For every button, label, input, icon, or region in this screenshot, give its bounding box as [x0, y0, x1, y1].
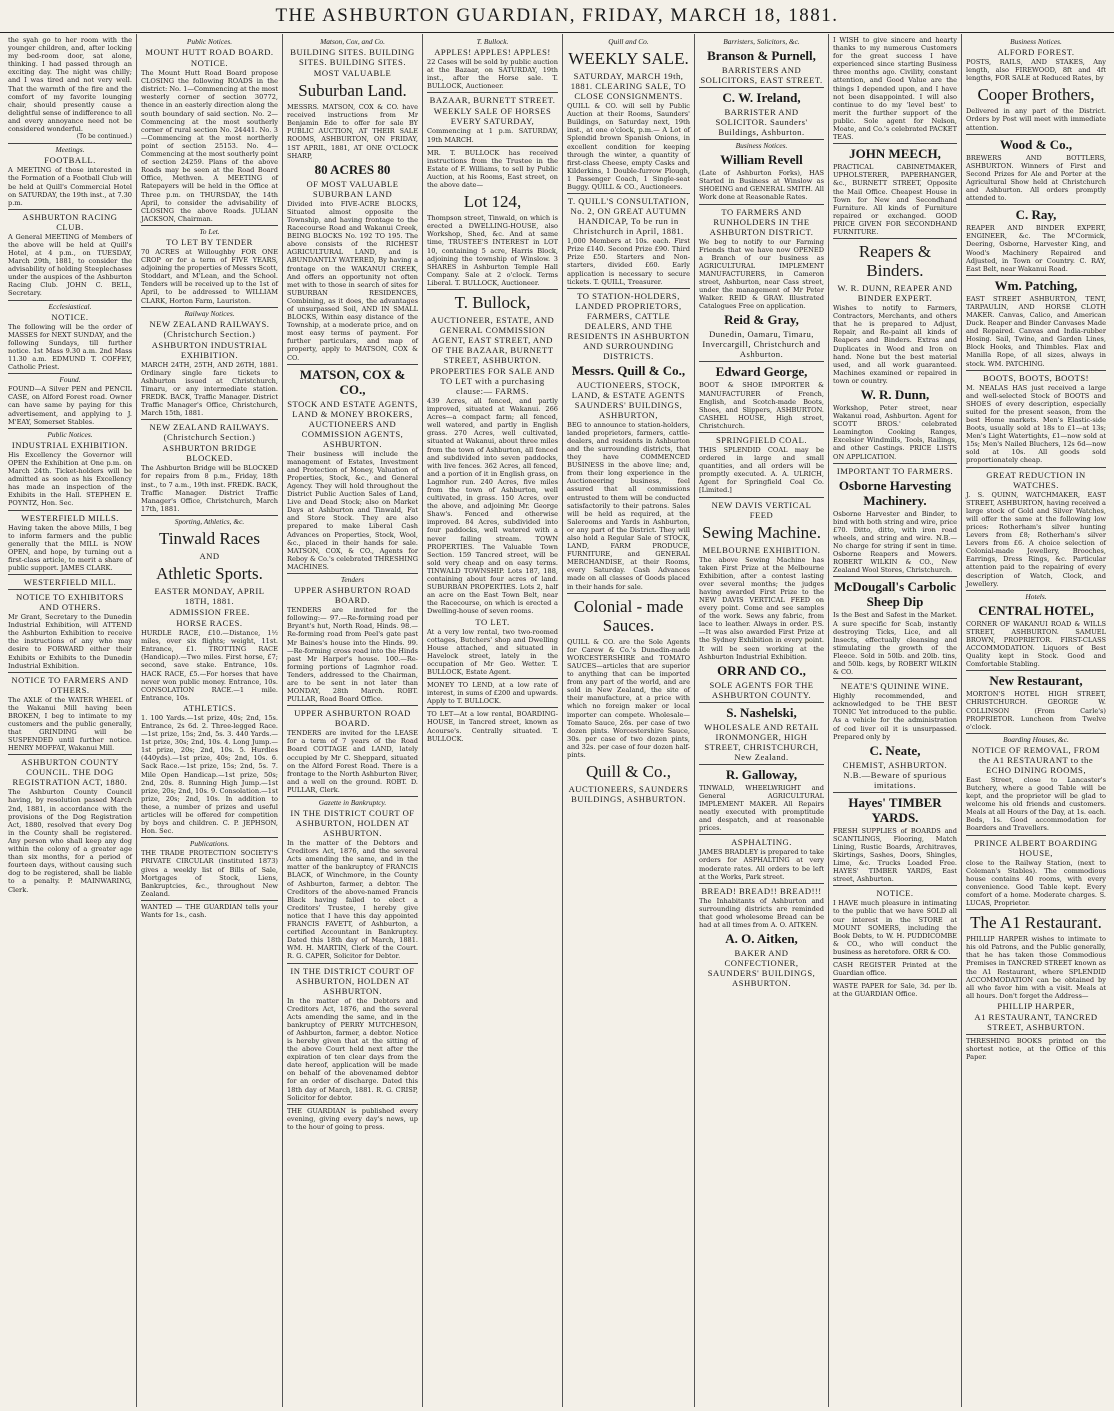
section-hotels: Hotels.: [1025, 591, 1047, 601]
district-court-heading-2: IN THE DISTRICT COURT OF ASHBURTON, HOLDEN AT ASHBURTON.: [290, 965, 415, 996]
tender-heading: TO LET BY TENDER: [166, 236, 253, 247]
properties-body: 439 Acres, all fenced, and partly improved, situated at Wakanui. 266 Acres—a compact farm; all fenced, well watered, and partly in English grass. 270 Acres, well cultivated, situated at Wakanui, about three miles from the town of Ashburton, all fenced and subdivided into seven paddocks, with live fences. 362 Acres, all fenced, and a portion of it in English grass, on Lagmhor run. 240 Acres, five miles from the town of Ashburton, well cultivated, in grass. 150 Acres, over the above, and adjoining Mr. George Shaw's. Fenced and otherwise improved. 84 Acres, subdivided into four paddocks, well watered with a never failing stream. TOWN PROPERTIES. The Valuable Town Section. 159 Tancred street, will be sold very cheap and on easy terms. TINWALD TOWNSHIP. Lots 187, 188, containing about four acres of land. SUBURBAN PROPERTIES. Lots 2, half an acre on the East Town Belt, near the Racecourse, on which is erected a Dwelling-house of seven rooms.: [427, 396, 558, 616]
new-restaurant-body: MORTON'S HOTEL HIGH STREET, CHRISTCHURCH. GEORGE W. COLLINSON (From Carle's) PROPRIETOR. Luncheon from Twelve o'clock.: [966, 690, 1106, 731]
athletics-heading: ATHLETICS.: [183, 702, 236, 713]
hayes-body: FRESH SUPPLIES of BOARDS and SCANTLINGS, Flooring, Match Lining, Rustic Boards, Architraves, Skirtings, Sashes, Doors, Shingles, Lime, &c. Trucks Loaded Free. HAYES' TIMBER YARDS, East street, Ashburton.: [833, 826, 957, 884]
district-court-heading: IN THE DISTRICT COURT OF ASHBURTON, HOLDEN AT ASHBURTON.: [290, 808, 415, 839]
important-farmers-heading: IMPORTANT TO FARMERS.: [836, 465, 954, 476]
boarding-house-to-let: TO LET—At a low rental, BOARDING-HOUSE, in Tancred street, known as Acourse's. Centrally situated. T. BULLOCK.: [427, 710, 558, 743]
column-2: [137, 34, 283, 1407]
tinwald-races-title: Tinwald Races: [159, 529, 260, 549]
alford-forest-body: POSTS, RAILS, AND STAKES, Any length, also FIREWOOD, 8ft and 4ft lengths, FOR SALE at Reduced Rates, by: [966, 58, 1106, 83]
exhibitors-heading: NOTICE TO EXHIBITORS AND OTHERS.: [16, 592, 124, 613]
nashelski-title: S. Nashelski,: [726, 704, 797, 720]
melbourne-heading: MELBOURNE EXHIBITION.: [702, 544, 821, 555]
ireland-subtitle: BARRISTER AND SOLICITOR. Saunders' Buildings, Ashburton.: [715, 107, 808, 138]
section-business: Business Notices.: [1010, 37, 1062, 46]
ashburton-exhibition-body: MARCH 24TH, 25TH, AND 26TH, 1881. Ordinary single fare tickets to Ashburton issued at Christchurch, Timaru, or any intermediate station. FREDK. BACK, Traffic Manager. District Traffic Manager's Office, Christchurch, March 15th, 1881.: [141, 360, 278, 418]
quill-sale-body: QUILL & CO. will sell by Public Auction at their Rooms, Saunders' Buildings, on Saturday next, 19th inst., at one o'clock, p.m.— A Lot of Splendid brown Spanish Onions, in excellent condition for keeping through the winter, a quantity of first-class Cheese, empty Casks and Kilderkins, 1 Double-furrow Plough, 1 Passenger Coach, 1 Single-seat Buggy. QUILL & CO., Auctioneers.: [567, 102, 690, 192]
horse-races-heading: HORSE RACES.: [176, 618, 243, 629]
to-let-heading: TO LET.: [475, 616, 510, 627]
boots-heading: BOOTS, BOOTS, BOOTS!: [983, 372, 1089, 383]
osborne-title: Osborne Harvesting Machinery.: [838, 477, 952, 508]
branson-purnell-subtitle: BARRISTERS AND SOLICITORS, EAST STREET.: [700, 65, 823, 86]
watches-heading: GREAT REDUCTION IN WATCHES.: [986, 469, 1086, 490]
section-sporting: Sporting, Athletics, &c.: [174, 516, 245, 526]
county-council-body: The Ashburton County Council having, by resolution passed March 2nd, 1881, in accordance with the provisions of the Dog Registration Act, 1880, resolved that every Dog in the County shall be registered. Any person who shall keep any dog within the colony of a greater age than six months, for a period of fourteen days, without causing such dog to be registered, shall be liable to a penalty. P. MAINWARING, Clerk.: [8, 788, 132, 894]
section-barristers: Barristers, Solicitors, &c.: [723, 37, 800, 46]
reapers-binders-title: Reapers & Binders.: [858, 242, 932, 281]
dunn-title: W. R. Dunn,: [860, 387, 930, 402]
orr-title: ORR AND CO.,: [717, 662, 806, 678]
section-ecclesiastical: Ecclesiastical.: [48, 301, 92, 311]
acres-subheading: OF MOST VALUABLE SUBURBAN LAND: [306, 178, 399, 199]
cash-register-notice: CASH REGISTER Printed at the Guardian office.: [833, 961, 957, 978]
mount-hutt-heading: MOUNT HUTT ROAD BOARD.: [145, 47, 274, 58]
galloway-body: TINWALD, WHEELWRIGHT and General AGRICULTURAL IMPLEMENT MAKER. All Repairs neatly executed with promptitude and despatch, and at reasonable prices.: [699, 783, 824, 833]
notice-heading: NOTICE.: [876, 888, 914, 899]
messrs-quill-body: BEG to announce to station-holders, landed proprietors, farmers, cattle-dealers, and residents in Ashburton and the surrounding districts, that they have COMMENCED BUSINESS in the above line; and, from their long experience in the Auctioneering business, feel assured that all commissions entrusted to them will be conducted satisfactorily to their patrons. Sales will be held as required, at the Salerooms and Yards in Ashburton, or any part of the District. They will also hold a Regular Sale of STOCK, LAND, FARM PRODUCE, FURNITURE, and GENERAL MERCHANDISE, at their Rooms, every Saturday. Cash Advances made on all classes of Goods placed in their hands for sale.: [567, 420, 690, 591]
wood-co-title: Wood & Co.,: [999, 136, 1073, 152]
apples-body: 22 Cases will be sold by public auction at the Bazaar, on SATURDAY, 19th inst., after the Horse sale. T. BULLOCK, Auctioneer.: [427, 58, 558, 91]
suburban-land-title: Suburban Land.: [298, 81, 407, 101]
section-railway: Railway Notices.: [184, 308, 235, 318]
upper-ashburton-heading-2: UPPER ASHBURTON ROAD BOARD.: [294, 708, 411, 729]
westerfield-mill-heading: WESTERFIELD MILL.: [23, 577, 117, 588]
upper-ashburton-heading: UPPER ASHBURTON ROAD BOARD.: [294, 585, 411, 606]
section-gazette: Gazette in Bankruptcy.: [318, 798, 387, 807]
station-holders-heading: TO STATION-HOLDERS, LANDED PROPRIETORS, FARMERS, CATTLE DEALERS, AND THE RESIDENTS IN ASHBURTON AND SURROUNDING DISTRICTS.: [567, 290, 690, 361]
masses-body: The following will be the order of MASSES for NEXT SUNDAY, and the following Sundays, till further notice. 1st Mass 9.30 a.m. 2nd Mass 11.30 a.m. EDMUND T. COFFEY, Catholic Priest.: [8, 322, 132, 372]
dunn-body: Workshop, Peter street, near Wakanui road, Ashburton. Agent for SCOTT BROS.' celebrated Leamington Cooking Ranges, Excelsior Windmills, Tools, Railings, and other Castings. PRICE LISTS ON APPLICATION.: [833, 404, 957, 461]
trade-protection-body: THE TRADE PROTECTION SOCIETY'S PRIVATE CIRCULAR (instituted 1873) gives a weekly list of Bills of Sale, Mortgages of Stock, Liens, Bankruptcies, &c., throughout New Zealand.: [141, 849, 278, 898]
wanted-notice: WANTED — THE GUARDIAN tells your Wants for 1s., cash.: [141, 902, 278, 920]
county-council-heading: ASHBURTON COUNTY COUNCIL. THE DOG REGISTRATION ACT, 1880.: [12, 757, 128, 788]
district-court-body-2: In the matter of the Debtors and Creditors Act, 1876, and the several Acts amending the same, and in the bankruptcy of PERRY MUTCHESON, of Ashburton, farmer, a debtor. Notice is hereby given that at the sitting of the above Court held next after the expiration of ten clear days from the date hereof, application will be made on behalf of the abovenamed debtor for an order of discharge. Dated this 18th day of March, 1881. R. G. CRISP, Solicitor for debtor.: [287, 996, 418, 1102]
new-restaurant-title: New Restaurant,: [989, 673, 1083, 689]
westerfield-mills-body: Having taken the above Mills, I beg to inform farmers and the public generally that the MILL is NOW OPEN, and hope, by turning out a first-class article, to merit a share of public support. JAMES CLARK.: [8, 523, 132, 572]
reid-gray-subtitle: Dunedin, Oamaru, Timaru, Invercargill, Christchurch and Ashburton.: [702, 329, 821, 360]
horse-races-body: HURDLE RACE, £10.—Distance, 1½ miles, over six flights; weight, 11st. Entrance, £1. TROTTING RACE (Handicap).—Two miles. First horse, £7; second, save stake. Entrance, 10s. HACK RACE, £5.—For horses that have never won public money. Entrance, 10s. CONSOLATION RACE.—1 mile. Entrance, 10s.: [141, 629, 278, 702]
column-5: [563, 34, 695, 1407]
column-1: [4, 34, 137, 1407]
serial-story: the syah go to her room with the younger children, and, after locking my bed-room door, sat alone, thinking. I had passed through an exciting day. The night was chilly; and I was tired and not very well. That the warmth of the fire and the comfort of my favorite lounging chair, should presently cause a delightful sense of indifference to all and every annoyance need not be considered wonderful.: [8, 36, 132, 134]
dunn-expert-heading: W. R. DUNN, REAPER AND BINDER EXPERT.: [837, 283, 953, 304]
farmers-heading: NOTICE TO FARMERS AND OTHERS.: [11, 674, 129, 695]
edward-george-body: BOOT & SHOE IMPORTER & MANUFACTURER of French, English, and Scotch-made Boots, Shoes, and Slippers, ASHBURTON. CASHEL HOUSE, High street, Christchurch.: [699, 381, 824, 430]
bridge-blocked-body: The Ashburton Bridge will be BLOCKED for repairs from 8 p.m., Friday, 18th inst., to 7 a.m., 19th inst. FREDK. BACK, Traffic Manager. District Traffic Manager's Office, Christchurch, March 17th, 1881.: [141, 464, 278, 513]
mcdougall-body: Is the Best and Safest in the Market. A sure specific for Scab, instantly destroying Ticks, Lice, and all Insects, effectually cleansing and stimulating the growth of the Fleece. Sold in 50lb. and 20lb. tins, and 50lb. kegs, by ROBERT WILKIN & CO.: [833, 611, 957, 677]
colonial-sauces-title: Colonial - made Sauces.: [573, 596, 684, 635]
bridge-blocked-heading: ASHBURTON BRIDGE BLOCKED.: [162, 443, 257, 464]
suburban-land-body: MESSRS. MATSON, COX & CO. have received instructions from Mr Benjamin Ede to offer for sale BY PUBLIC AUCTION, AT THEIR SALE ROOMS, ASHBURTON, ON FRIDAY, 1ST APRIL, 1881, AT ONE O'CLOCK SHARP,: [287, 103, 418, 160]
acres-heading: 80 ACRES 80: [314, 161, 391, 177]
athletic-sports-title: Athletic Sports.: [156, 564, 263, 584]
section-public-notices: Public Notices.: [47, 429, 93, 439]
dunn-expert-body: Wishes to notify to Farmers, Contractors, Merchants, and others that he is prepared to Adjust, Repair, and Re-paint all kinds of Reapers and Binders. Extras and Duplicates in Wood and Iron on hand. None but the best material used, and all work guaranteed. Machines examined or repaired in town or country.: [833, 304, 957, 385]
matson-cox-subtitle: STOCK AND ESTATE AGENTS, LAND & MONEY BROKERS, AUCTIONEERS AND COMMISSION AGENTS, ASHBURTON.: [287, 398, 418, 449]
removal-body: East Street, close to Lancaster's Butchery, where a good Table will be kept, and the proprietor will be glad to welcome his old friends and customers. Meals at all Hours of the Day, at 1s. each. Beds, 1s. Good accommodation for Boarders and Travellers.: [966, 775, 1106, 833]
meech-title: JOHN MEECH,: [849, 146, 941, 162]
notice-heading: NOTICE.: [190, 58, 229, 69]
ashburton-exhibition-heading: ASHBURTON INDUSTRIAL EXHIBITION.: [151, 339, 268, 360]
notice-body: I HAVE much pleasure in intimating to the public that we have SOLD all our interest in the STORE at MOUNT SOMERS, including the Book Debts, to W. H. PUDDICOMBE & CO., who will conduct the business as heretofore. ORR & CO.: [833, 899, 957, 956]
ireland-title: C. W. Ireland,: [722, 90, 801, 106]
harper-subtitle: A1 RESTAURANT, TANCRED STREET, ASHBURTON.: [974, 1011, 1098, 1032]
patching-body: EAST STREET ASHBURTON, TENT, TARPAULIN, AND HORSE CLOTH MAKER. Canvas, Calico, and American Duck. Reaper and Binder Canvases Made and Repaired. Canvas and India-rubber Hosing. Sail, Twine, and Garden Lines, Block Hooks, and Thimbles. Flax and Manilla Rope, of all sizes, always in stock. WM. PATCHING.: [966, 294, 1106, 368]
westerfield-mills-heading: WESTERFIELD MILLS.: [21, 512, 119, 523]
quinine-body: Highly recommended, and acknowledged to be THE BEST TONIC Yet introduced to the public. As a vehicle for the administration of cod liver oil it is unsurpassed. Prepared only by: [833, 692, 957, 741]
c-ray-title: C. Ray,: [1015, 207, 1057, 223]
racing-club-body: A General MEETING of Members of the above will be held at Quill's Hotel, at 4 p.m., on TUESDAY, March 29th, 1881, to consider the advisability of holding Steeplechases under the auspices of the Ashburton Racing Club. JOHN C. BELL, Secretary.: [8, 232, 132, 298]
section-quill: Quill and Co.: [608, 37, 649, 46]
weekly-sale-title: WEEKLY SALE.: [568, 49, 689, 69]
removal-heading: NOTICE OF REMOVAL, FROM the A1 RESTAURANT to the ECHO DINING ROOMS,: [971, 744, 1101, 775]
t-bullock-subtitle: AUCTIONEER, ESTATE, AND GENERAL COMMISSION AGENT, EAST STREET, AND OF THE BAZAAR, BURNETT STREET, ASHBURTON.: [430, 314, 555, 365]
industrial-exhibition-heading: INDUSTRIAL EXHIBITION.: [11, 439, 129, 450]
section-meetings: Meetings.: [55, 145, 85, 155]
properties-heading: PROPERTIES FOR SALE AND TO LET with a purchasing clause:— FARMS.: [430, 365, 555, 396]
bread-heading: BREAD! BREAD!! BREAD!!!: [701, 885, 822, 896]
page-columns: [4, 34, 1110, 1407]
football-body: A MEETING of those interested in the Formation of a Football Club will be held at Quill's Commercial Hotel on SATURDAY, the 19th inst., at 7.30 p.m.: [8, 166, 132, 207]
found-body: FOUND—A Silver PEN and PENCIL CASE, on Alford Forest road. Owner can have same by paying for this advertisement, and applying to J. M'EAY, Somerset Stables.: [8, 385, 132, 426]
branson-purnell-title: Branson & Purnell,: [707, 48, 816, 64]
galloway-title: R. Galloway,: [725, 766, 798, 782]
section-tenders: Tenders: [340, 575, 365, 585]
messrs-quill-subtitle: AUCTIONEERS, STOCK, LAND, & ESTATE AGENTS SAUNDERS' BUILDINGS, ASHBURTON,: [571, 379, 686, 420]
runholders-body: We beg to notify to our Farming Friends that we have now OPENED a Branch of our business as AGRICULTURAL IMPLEMENT MANUFACTURERS, in Cameron street, Ashburton, near Cass street, under the management of Mr Peter Walker. REID & GRAY. Illustrated Catalogues Free on application.: [699, 237, 824, 311]
exhibitors-body: Mr Grant, Secretary to the Dunedin Industrial Exhibition, will ATTEND the Ashburton Exhibition to receive the instructions of any who may desire to FORWARD either their Exhibits or Exhibits to the Dunedin Industrial Exhibition.: [8, 613, 132, 670]
patching-title: Wm. Patching,: [994, 277, 1078, 293]
farmers-body: The AXLE of the WATER WHEEL of the Wakanui Mill having been BROKEN, I beg to intimate to my customers and the public generally, that GRINDING will be SUSPENDED until further notice. HENRY MOFFAT, Wakanui Mill.: [8, 695, 132, 753]
waste-paper-notice: WASTE PAPER for Sale, 3d. per lb. at the GUARDIAN Office.: [833, 982, 957, 999]
revell-title: William Revell: [720, 152, 803, 168]
neate-subtitle: CHEMIST, ASHBURTON. N.B.—Beware of spurious imitations.: [842, 759, 948, 790]
column-6: [695, 34, 829, 1407]
football-heading: FOOTBALL.: [44, 155, 96, 166]
springfield-coal-heading: SPRINGFIELD COAL.: [715, 434, 808, 445]
notice-heading: NOTICE.: [51, 311, 89, 322]
section-publications: Publications.: [189, 839, 230, 849]
district-court-body: In the matter of the Debtors and Creditors Act, 1876, and the several Acts amending the same, and in the matter of the bankruptcy of FRANCIS BLACK, of Winchmore, in the County of Ashburton, farmer, a debtor. The Creditors of the above-named Francis Black having failed to elect a Creditors' Trustee, I hereby give notice that I have this day appointed FRANCIS FAVETT, of Ashburton, a certified Accountant in Bankruptcy. Dated this 18th day of March, 1881. WM. H. MARTIN, Clerk of the Court. R. G. CAPER, Solicitor for Debtor.: [287, 839, 418, 961]
section-public-notices: Public Notices.: [186, 37, 233, 46]
nz-railways-heading-2: NEW ZEALAND RAILWAYS. (Christchurch Section.): [149, 422, 270, 443]
apples-heading: APPLES! APPLES! APPLES!: [434, 47, 551, 58]
wood-co-body: BREWERS AND BOTTLERS, ASHBURTON. Winners of First and Second Prizes for Ale and Porter at the Agricultural Show held at Christchurch and Ashburton. All orders promptly attended to.: [966, 153, 1106, 203]
racing-club-heading: ASHBURTON RACING CLUB.: [22, 211, 118, 232]
prince-albert-body: close to the Railway Station, (next to Coleman's Stables). The commodious house contains 40 rooms, with every convenience. Good Table kept. Every comfort of a home. Moderate charges. S. LUCAS, Proprietor.: [966, 858, 1106, 908]
matson-cox-title: MATSON, COX & CO.,: [299, 366, 406, 397]
bazaar-heading: BAZAAR, BURNETT STREET.: [429, 95, 556, 106]
hayes-title: Hayes' TIMBER YARDS.: [848, 794, 942, 825]
and-text: AND: [199, 551, 220, 562]
consultation-body: 1,000 Members at 10s. each. First Prize £140. Second Prize £90. Third Prize £50. Starters and Non-starters, divided £60. Early application is necessary to secure tickets. T. QUILL, Treasurer.: [567, 237, 690, 286]
section-boarding: Boarding Houses, &c.: [1003, 734, 1069, 744]
newspaper-title: THE ASHBURTON GUARDIAN, FRIDAY, MARCH 18, 1881.: [275, 5, 839, 26]
t-bullock-title: T. Bullock,: [454, 292, 531, 312]
column-7: [829, 34, 962, 1407]
runholders-heading: TO FARMERS AND RUNHOLDERS IN THE ASHBURTON DISTRICT.: [709, 206, 814, 237]
tender-body: 70 ACRES at Willoughby FOR ONE CROP or for a term of FIVE YEARS, adjoining the properties of Messrs Scott, Stoddart, and M'Lean, and the School. Tenders will be received up to the 1st of April, to be addressed to WILLIAM CLARK, Horton Farm, Lauriston.: [141, 247, 278, 305]
orr-subtitle: SOLE AGENTS FOR THE ASHBURTON COUNTY.: [709, 679, 814, 700]
central-hotel-body: CORNER OF WAKANUI ROAD & WILLS STREET, ASHBURTON. SAMUEL BROWN, PROPRIETOR. FIRST-CLASS ACCOMMODATION. Liquors of Best Quality kept in Stock. Good and Comfortable Stabling.: [966, 619, 1106, 669]
upper-ashburton-body: TENDERS are invited for the following:— 97.—Re-forming road per Bryant's hut, North Road, Hinds. 98.—Re-forming road from Peel's gate past Mr Baines's house into the Hinds. 99.—Re-forming cross road into the Hinds past Mr Harper's house. 100.—Re-forming portions of Lagmhor road. Tenders, addressed to the Chairman, are to be sent in not later than MONDAY, 28th March. ROBT. PULLAR, Road Board Office.: [287, 606, 418, 704]
prince-albert-heading: PRINCE ALBERT BOARDING HOUSE,: [974, 837, 1098, 858]
edward-george-title: Edward George,: [715, 364, 808, 380]
mount-hutt-body: The Mount Hutt Road Board propose CLOSING the following ROADS in the district: No. 1—Commencing at the most westerly corner of section 30772, thence in an easterly direction along the south boundary of said section. No. 2—Commencing at the most southerly corner of rural section No. 24441. No. 3—Commencing at the most northerly point of section 25153. No. 4—Commencing at the most southerly point of section 24259. Plans of the above Roads may be seen at the Road Board Office, Methven. A MEETING of Ratepayers will be held in the Office at Three p.m. on THURSDAY, the 14th April, to consider the advisability of CLOSING the above Roads. JULIAN JACKSON, Chairman.: [141, 69, 278, 223]
guardian-notice: THE GUARDIAN is published every evening, giving every day's news, up to the hour of going to press.: [287, 1106, 418, 1131]
money-to-lend: MONEY TO LEND, at a low rate of interest, in sums of £200 and upwards. Apply to T. BULLOCK.: [427, 681, 558, 706]
lot-124-title: Lot 124,: [463, 192, 522, 212]
to-let-body: At a very low rental, two two-roomed cottages, Butchers' shop and Dwelling House attached, and situated in Havelock street, lately in the occupation of Mr Geo. Wetter. T. BULLOCK, Estate Agent.: [427, 627, 558, 676]
aitken-title: A. O. Aitken,: [725, 931, 798, 947]
mcdougall-title: McDougall's Carbolic Sheep Dip: [834, 579, 956, 610]
acres-body: Divided into FIVE-ACRE BLOCKS, Situated almost opposite the Township, and having frontage to the Racecourse Road and Wakanui Creek, BEING BLOCKS No. 192 TO 195. The above consists of the RICHEST AGRICULTURAL LAND, and is ABUNDANTLY WATERED, By having a frontage on the WAKANUI CREEK, And offers an opportunity not often met with to those in search of sites for SUBURBAN RESIDENCES, Combining, as it does, the advantages of unsurpassed Soil, AND IN SMALL BLOCKS, Within easy distance of the Township, at a moderate price, and on most easy terms of payment. For further particulars, and map of property, apply to MATSON, COX & CO.: [287, 199, 418, 362]
asphalting-body: JAMES BRADLEY is prepared to take orders for ASPHALTING at very moderate rates. All orders to be left at the Works, Park street.: [699, 848, 824, 881]
section-matson: Matson, Cox, and Co.: [320, 37, 385, 46]
aitken-subtitle: BAKER AND CONFECTIONER, SAUNDERS' BUILDINGS, ASHBURTON.: [707, 948, 816, 989]
thanks-body: I WISH to give sincere and hearty thanks to my numerous Customers for the great success I have experienced since starting Business three months ago. Civility, constant attention, and Good Value are the things I depended upon, and I have not been disappointed. I will also continue to do my 'level best' to merit the further support of the public. Sole agent for Nelson, Moate, and Co.'s celebrated PACKET TEAS.: [833, 36, 957, 142]
bullock-instructions: MR. T. BULLOCK has received instructions from the Trustee in the Estate of F. Williams, to sell by Public Auction, at his Rooms, East street, on the above date—: [427, 148, 558, 190]
osborne-body: Osborne Harvester and Binder, to bind with both string and wire, price £70. Ditto, ditto, with iron road wheels, and string and wire. N.B.—No charge for string if sent in time. Osborne Reapers and Mowers. ROBERT WILKIN & CO., New Zealand Wool Stores, Christchurch.: [833, 509, 957, 575]
threshing-books-notice: THRESHING BOOKS printed on the shortest notice, at the Office of this Paper.: [966, 1036, 1106, 1062]
section-business: Business Notices.: [735, 141, 788, 151]
cooper-brothers-title: Cooper Brothers,: [977, 85, 1095, 105]
consultation-heading: T. QUILL'S CONSULTATION, No. 2, ON GREAT AUTUMN HANDICAP, To be run in Christchurch in April, 1881.: [567, 196, 690, 237]
column-8: [962, 34, 1110, 1407]
alford-forest-heading: ALFORD FOREST.: [997, 47, 1075, 58]
sewing-machine-title: Sewing Machine.: [702, 522, 821, 542]
athletics-body: 1. 100 Yards.—1st prize, 40s; 2nd, 15s. Entrance, 2s 6d. 2. Three-legged Race.—1st prize, 15s; 2nd, 5s. 3. 440 Yards.—1st prize, 30s; 2nd, 10s. 4. Long Jump.—1st prize, 20s; 2nd, 10s. 5. Hurdles (440yds).—1st prize, 40s; 2nd, 10s. 6. Sack Race.—1st prize, 15s; 2nd, 5s. 7. Mile Open Handicap.—1st prize, 50s; 2nd, 20s. 8. Running High Jump.—1st prize, 20s; 2nd, 10s. 9. Consolation.—1st prize, 20s; 2nd, 10s. In addition to these, a number of prizes and useful articles will be offered for competition by boys and children. C. P. JEPHSON, Hon. Sec.: [141, 713, 278, 836]
quinine-heading: NEATE'S QUININE WINE.: [840, 681, 950, 692]
watches-body: J. S. QUINN, WATCHMAKER, EAST STREET, ASHBURTON, having received a large stock of Gold and Silver Watches, will offer the same at the following low prices: Rotherham's silver hunting Levers from £8; Rotherham's silver Levers from £6. A choice selection of Colonial-made Jewellery, Brooches, Earrings, Dress Rings, &c. Particular attention paid to the repairing of every description of Watch, Clock, and Jewellery.: [966, 490, 1106, 588]
column-4: [423, 34, 563, 1407]
most-valuable: MOST VALUABLE: [313, 68, 392, 79]
neate-title: C. Neate,: [869, 742, 921, 758]
weekly-horses-heading: WEEKLY SALE OF HORSES EVERY SATURDAY,: [433, 106, 552, 127]
weekly-horses-body: Commencing at 1 p.m. SATURDAY, 19th MARCH.: [427, 127, 558, 144]
colonial-sauces-body: QUILL & CO. are the Sole Agents for Carew & Co.'s Dunedin-made WORCESTERSHIRE and TOMATO SAUCES—articles that are superior to anything that can be imported from any part of the world, and are sold in New Zealand, the site of their manufacture, at a price with which no foreign maker or local importer can compete. Wholesale—Tomato Sauce, 26s. per case of two dozen pints. Worcestershire Sauce, 30s. per case of two dozen pints, and 32s. per case of four dozen half-pints.: [567, 637, 690, 759]
a1-restaurant-title: The A1 Restaurant.: [970, 913, 1102, 933]
industrial-exhibition-body: His Excellency the Governor will OPEN the Exhibition at One p.m. on March 24th. Ticket-holders will be admitted as soon as his Excellency has made an inspection of the Exhibits in the Hall. STEPHEN E. POYNTZ, Hon. Sec.: [8, 450, 132, 508]
quill-co-subtitle: AUCTIONEERS, SAUNDERS BUILDINGS, ASHBURTON.: [568, 784, 689, 805]
harper-heading: PHILLIP HARPER,: [997, 1000, 1075, 1011]
lot-124-body: Thompson street, Tinwald, on which is erected a DWELLING-HOUSE, also Workshop, Shed, &c. And at same time, TRUSTEE'S INTEREST in LOT 10, containing 5 acre, Harris Block, adjoining the township of Winslow. 3 SHARES in Ashburton Temple Hall Company. Sale at 2 o'clock. Terms Liberal. T. BULLOCK, Auctioneer.: [427, 214, 558, 287]
nz-railways-heading: NEW ZEALAND RAILWAYS. (Christchurch Section.): [149, 318, 270, 339]
matson-cox-body: Their business will include the management of Estates, Investment and Protection of Money, Valuation of Properties, Stock, &c., and General Agency. They will hold throughout the District Public Auction Sales of Land, Live and Dead Stock; also on Market Days at Ashburton and Tinwald, Fat and Store Stock. They are also prepared to make Liberal Cash Advances on Properties, Stock, Wool, &c., placed in their hands for sale. MATSON, COX, & CO., Agents for Reboy & Co.'s celebrated THRESHING MACHINES.: [287, 449, 418, 571]
asphalting-heading: ASPHALTING.: [731, 837, 792, 848]
c-ray-body: REAPER AND BINDER EXPERT, ENGINEER, &c. The M'Cormick, Deering, Osborne, Harvester King, and Wood's Machinery Repaired and Adjusted, in Town or Country. C. RAY, East Belt, near Wakanui Road.: [966, 224, 1106, 273]
meech-body: PRACTICAL CABINETMAKER, UPHOLSTERER, PAPERHANGER, &c., BURNETT STREET, Opposite the Mail Office. Cheapest House in Town for New and Secondhand Furniture. All kinds of Furniture repaired or exchanged. GOOD PRICE GIVEN FOR SECONDHAND FURNITURE.: [833, 163, 957, 236]
boots-body: M. NEALAS HAS just received a large and well-selected Stock of BOOTS and SHOES of every description, especially suited for the present season, from the best Home markets. Men's Elastic-side Boots, usually sold at 18s to £1—at 13s; Men's Light Watertights, £1—now sold at 15s; Men's Nailed Bluchers, 12s 6d—now sold at 10s. All goods sold proportionately cheap.: [966, 383, 1106, 465]
bread-body: The Inhabitants of Ashburton and surrounding districts are reminded that good wholesome Bread can be had at all times from A. O. AITKEN.: [699, 896, 824, 929]
admission-free: ADMISSION FREE.: [169, 607, 250, 618]
continued-note: (To be continued.): [76, 133, 132, 141]
masthead: [0, 0, 1114, 33]
building-sites: BUILDING SITES. BUILDING SITES. BUILDING SITES.: [290, 47, 415, 68]
a1-restaurant-body: PHILLIP HARPER wishes to intimate to his old Patrons, and the Public generally, that he has taken those Commodious Premises in TANCRED STREET known as the A1 Restaurant, where SPLENDID ACCOMMODATION can be obtained by all who favor him with a visit. Meals at all hours. Don't forget the Address—: [966, 935, 1106, 1000]
easter-monday: EASTER MONDAY, APRIL 18TH, 1881.: [154, 586, 265, 607]
melbourne-body: The above Sewing Machine has taken First Prize at the Melbourne Exhibition, after a contest lasting over several months; the judges having awarded First Prize to the NEW DAVIS VERTICAL FEED on every point. Come and see samples of the work. Sews any fabric, from lace to leather. Always in order. P.S.—It was also awarded First Prize at the Sydney Exhibition in every point. It will be seen working at the Ashburton Industrial Exhibition.: [699, 555, 824, 661]
nashelski-subtitle: WHOLESALE AND RETAIL IRONMONGER, HIGH STREET, CHRISTCHURCH, New Zealand.: [704, 721, 819, 762]
messrs-quill-title: Messrs. Quill & Co.,: [571, 362, 686, 378]
cooper-brothers-body: Delivered in any part of the District. Orders by Post will meet with immediate attention.: [966, 107, 1106, 132]
revell-body: (Late of Ashburton Forks), HAS Started in Business at Winslow as SHOEING and GENERAL SMITH. All Work done at Reasonable Rates.: [699, 169, 824, 202]
upper-ashburton-body-2: TENDERS are invited for the LEASE for a term of 7 years of the Road Board COTTAGE and LAND, lately occupied by Mr C. Sheppard, situated on the Alford Forest Road. There is a frontage to the North Ashburton River, and a well on the ground. ROBT. D. PULLAR, Clerk.: [287, 729, 418, 794]
section-to-let: To Let.: [199, 226, 220, 236]
column-3: [283, 34, 423, 1407]
quill-co-title: Quill & Co.,: [585, 762, 671, 782]
section-bullock: T. Bullock.: [476, 37, 509, 46]
springfield-coal-body: THIS SPLENDID COAL may be ordered in large and small quantities, and all orders will be promptly executed. A. A. ULRICH, Agent for Springfield Coal Co. [Limited.]: [699, 445, 824, 495]
section-found: Found.: [59, 375, 81, 385]
davis-heading: NEW DAVIS VERTICAL FEED: [711, 499, 812, 520]
weekly-sale-subtitle: SATURDAY, MARCH 19th, 1881. CLEARING SALE, TO CLOSE CONSIGNMENTS.: [570, 71, 687, 102]
central-hotel-title: CENTRAL HOTEL,: [978, 602, 1094, 618]
reid-gray-title: Reid & Gray,: [724, 312, 799, 328]
